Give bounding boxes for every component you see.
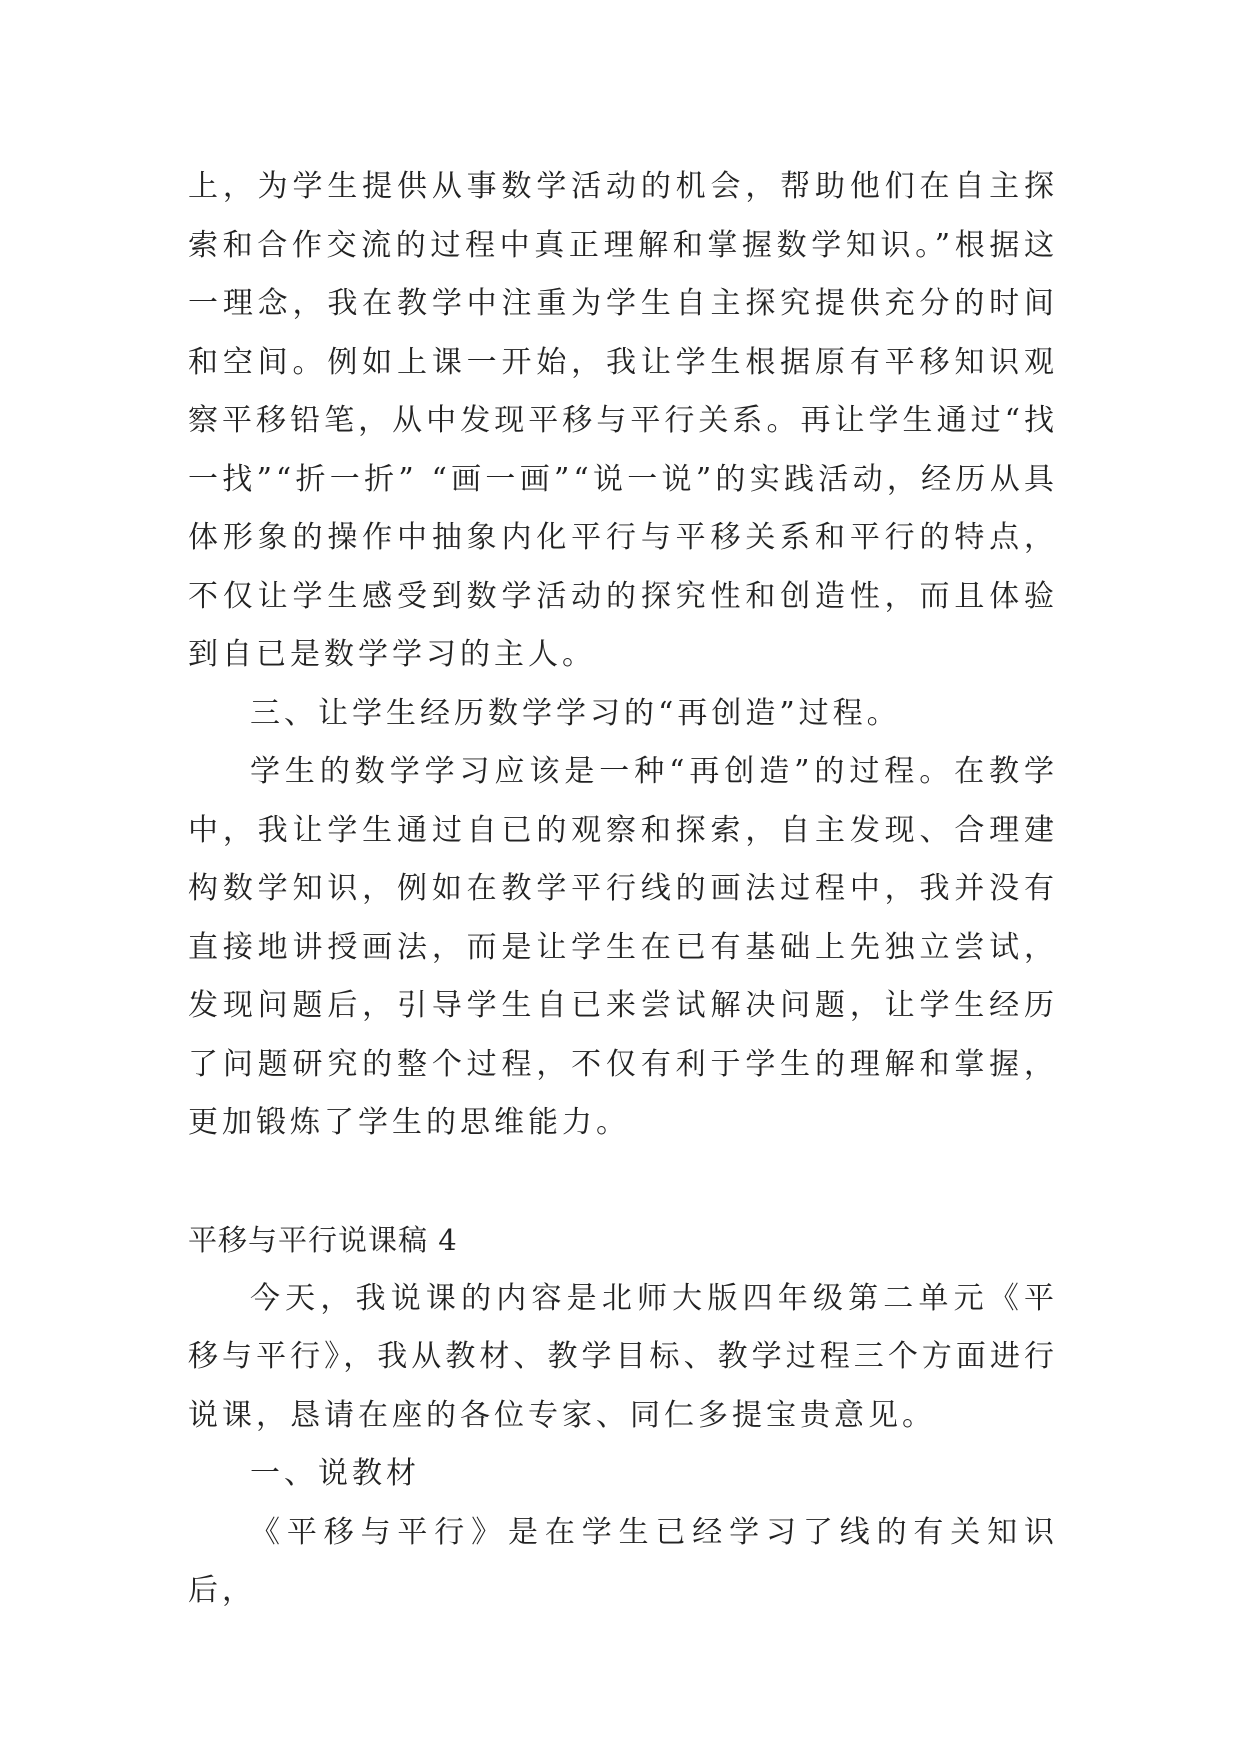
section-heading-three: 三、让学生经历数学学习的“再创造”过程。 — [250, 695, 901, 731]
document-body — [188, 158, 1058, 1621]
paragraph-recreation-process: 学生的数学学习应该是一种“再创造”的过程。在教学中，我让学生通过自已的观察和探索，自主发现、合理建构数学知识，例如在教学平行线的画法过程中，我并没有直接地讲授画法，而是让学生在已有基础上先独立尝试，发现问题后，引导学生自已来尝试解决问题，让学生经历了问题研究的整个过程，不仅有利于学生的理解和掌握，更加锻炼了学生的思维能力。 — [188, 754, 1058, 1140]
paragraph-textbook: 《平移与平行》是在学生已经学习了线的有关知识后， — [188, 1514, 1058, 1608]
section-heading-one: 一、说教材 — [250, 1456, 420, 1491]
paragraph-continuation: 上，为学生提供从事数学活动的机会，帮助他们在自主探索和合作交流的过程中真正理解和掌握数学知识。”根据这一理念，我在教学中注重为学生自主探究提供充分的时间和空间。例如上课一开始，我让学生根据原有平移知识观察平移铅笔，从中发现平移与平行关系。再让学生通过“找一找”“折一折” “画一画”“说一说”的实践活动，经历从具体形象的操作中抽象内化平行与平移关系和平行的特点，不仅让学生感受到数学活动的探究性和创造性，而且体验到自已是数学学习的主人。 — [188, 169, 1058, 672]
article-title: 平移与平行说课稿 4 — [188, 1223, 458, 1257]
paragraph-introduction: 今天，我说课的内容是北师大版四年级第二单元《平移与平行》，我从教材、教学目标、教学过程三个方面进行说课，恳请在座的各位专家、同仁多提宝贵意见。 — [188, 1280, 1058, 1433]
blank-line — [188, 1153, 1058, 1212]
